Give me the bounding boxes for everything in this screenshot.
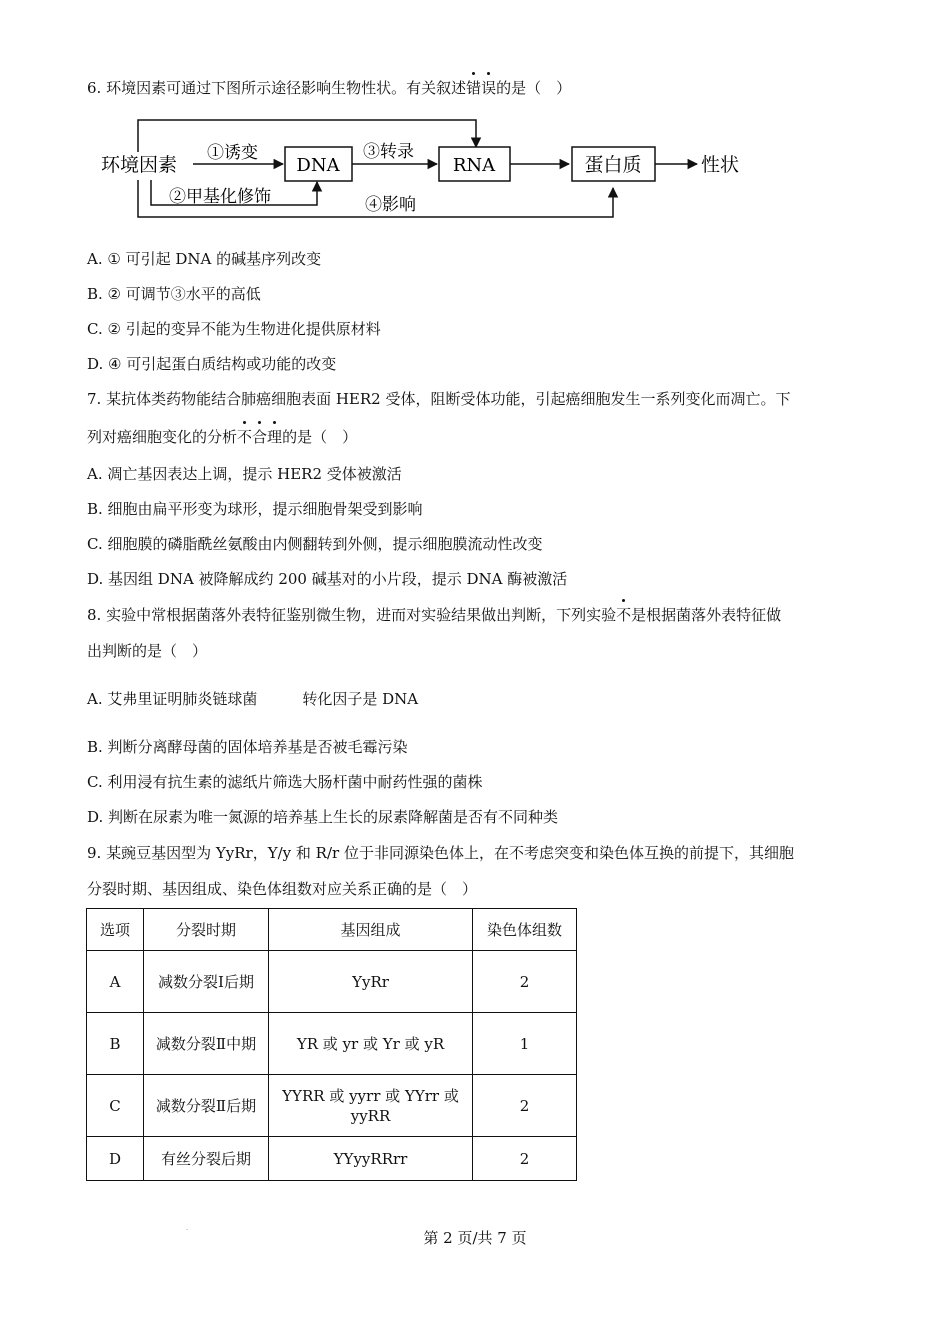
q8-emphasis: 不 [616,606,632,624]
q8-option-d: D. 判断在尿素为唯一氮源的培养基上生长的尿素降解菌是否有不同种类 [87,808,559,826]
page-footer: 第 2 页/共 7 页 [423,1229,527,1247]
table-cell: 2 [473,1075,577,1137]
q9-stem-line1: 9. 某豌豆基因型为 YyRr，Y/y 和 R/r 位于非同源染色体上，在不考虑突变和染色体互换的前提下，其细胞 [87,844,794,862]
table-cell: 减数分裂Ⅱ中期 [144,1013,269,1075]
q6-option-c: C. ② 引起的变异不能为生物进化提供原材料 [87,320,381,338]
table-cell: 减数分裂Ⅱ后期 [144,1075,269,1137]
q7-option-b: B. 细胞由扁平形变为球形，提示细胞骨架受到影响 [87,500,423,518]
table-header: 染色体组数 [473,909,577,951]
table-row [87,1075,577,1137]
methylation-label: ②甲基化修饰 [169,187,271,207]
q7-emphasis [237,428,282,446]
q6-stem-text: 6. 环境因素可通过下图所示途径影响生物性状。有关叙述 [87,79,467,97]
emphasis-char: 合 [252,428,268,446]
q9-stem-line2: 分裂时期、基因组成、染色体组数对应关系正确的是（ ） [87,880,478,898]
q8-stem-text: 8. 实验中常根据菌落外表特征鉴别微生物，进而对实验结果做出判断，下列实验 [87,606,617,624]
q7-option-a: A. 凋亡基因表达上调，提示 HER2 受体被激活 [87,465,402,483]
mutagenesis-label: ①诱变 [207,143,258,163]
q6-option-d: D. ④ 可引起蛋白质结构或功能的改变 [87,355,337,373]
q8-stem-line1 [87,604,781,625]
emphasis-char: 错 [466,79,482,97]
table-cell: C [87,1075,144,1137]
table-cell: B [87,1013,144,1075]
q8-option-a: A. 艾弗里证明肺炎链球菌 转化因子是 DNA [87,690,419,708]
protein-label: 蛋白质 [584,154,642,176]
transcription-label: ③转录 [363,142,414,162]
q8-stem-line2: 出判断的是（ ） [87,642,208,660]
q7-stem-tail: 的是（ ） [282,428,358,446]
table-row [87,1013,577,1075]
table-cell: 有丝分裂后期 [144,1137,269,1181]
rna-label: RNA [452,155,496,176]
table-cell: 减数分裂Ⅰ后期 [144,951,269,1013]
table-header: 选项 [87,909,144,951]
q6-stem [87,77,571,98]
q6-option-b: B. ② 可调节③水平的高低 [87,285,261,303]
table-header: 分裂时期 [144,909,269,951]
q8-option-b: B. 判断分离酵母菌的固体培养基是否被毛霉污染 [87,738,408,756]
q6-emphasis [466,79,496,97]
table-cell: D [87,1137,144,1181]
table-row [87,951,577,1013]
table-cell: YyRr [269,951,473,1013]
table-cell: 1 [473,1013,577,1075]
table-row [87,1137,577,1181]
table-header: 基因组成 [269,909,473,951]
q6-option-a: A. ① 可引起 DNA 的碱基序列改变 [87,250,322,268]
table-cell: YYRR 或 yyrr 或 YYrr 或 yyRR [269,1075,473,1137]
q8-option-c: C. 利用浸有抗生素的滤纸片筛选大肠杆菌中耐药性强的菌株 [87,773,483,791]
q7-option-d: D. 基因组 DNA 被降解成约 200 碱基对的小片段，提示 DNA 酶被激活 [87,570,568,588]
table-header-row [87,909,577,951]
emphasis-char: 不 [237,428,253,446]
stray-mark: · [186,1226,189,1234]
q9-options-table [86,908,577,1181]
emphasis-char: 误 [481,79,497,97]
table-cell: A [87,951,144,1013]
emphasis-char: 理 [267,428,283,446]
env-label: 环境因素 [101,154,178,176]
q7-option-c: C. 细胞膜的磷脂酰丝氨酸由内侧翻转到外侧，提示细胞膜流动性改变 [87,535,543,553]
table-cell: 2 [473,951,577,1013]
table-cell: 2 [473,1137,577,1181]
influence-label: ④影响 [365,195,416,215]
trait-label: 性状 [701,154,740,176]
q6-pathway-diagram [95,110,775,230]
q8-stem-tail: 是根据菌落外表特征做 [631,606,782,624]
q7-stem-line2 [87,426,357,447]
q7-stem-text: 列对癌细胞变化的分析 [87,428,238,446]
q6-stem-tail: 的是（ ） [496,79,572,97]
table-cell: YR 或 yr 或 Yr 或 yR [269,1013,473,1075]
dna-label: DNA [296,155,340,176]
q7-stem-line1: 7. 某抗体类药物能结合肺癌细胞表面 HER2 受体，阻断受体功能，引起癌细胞发生一系列变化而凋亡。下 [87,390,791,408]
table-cell: YYyyRRrr [269,1137,473,1181]
